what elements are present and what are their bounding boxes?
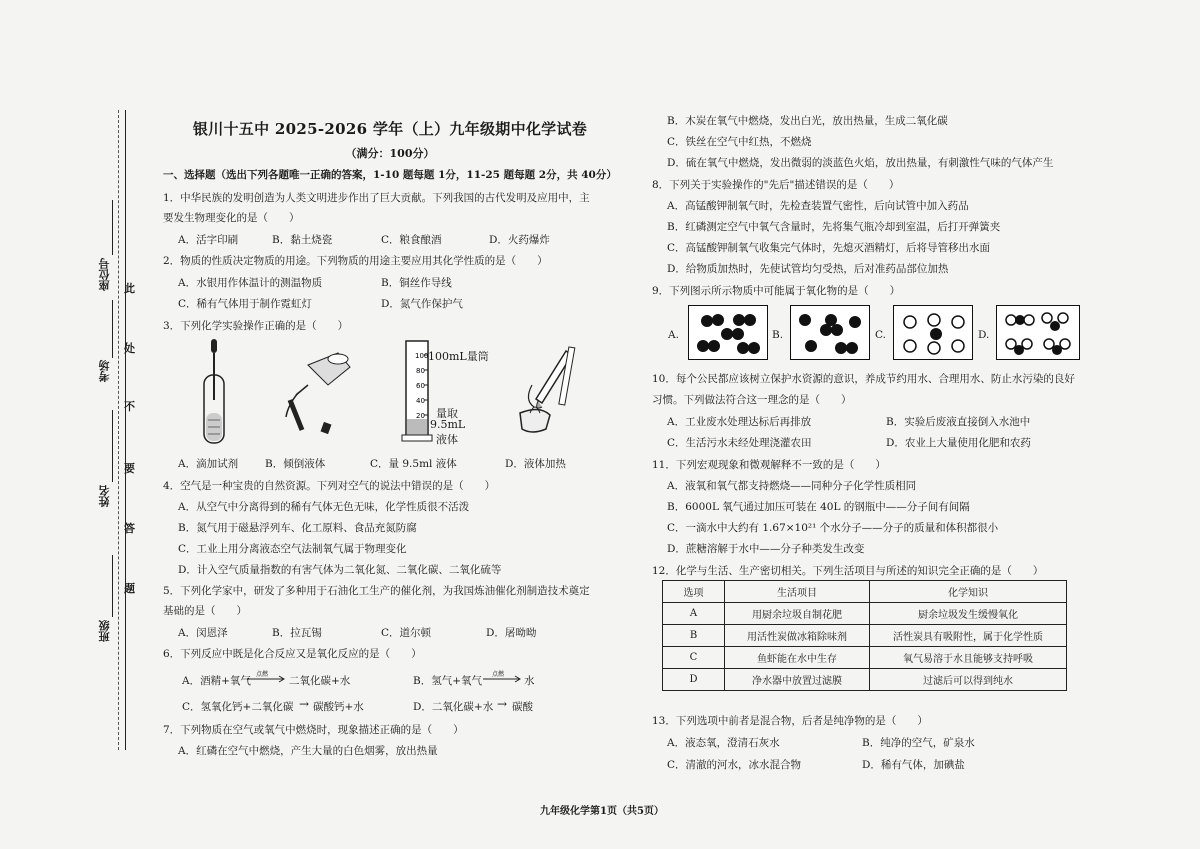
- q5-option-a: A．闵恩泽: [178, 627, 228, 639]
- exam-room-line: [112, 300, 113, 358]
- q2-option-d: D．氮气作保护气: [381, 298, 463, 310]
- q9-box-b: [790, 305, 870, 360]
- q10-stem-cont: 习惯。下列做法符合这一理念的是（ ）: [652, 394, 852, 406]
- q4-option-a: A．从空气中分离得到的稀有气体无色无味，化学性质很不活泼: [178, 501, 470, 513]
- q13-stem: 13．下列选项中前者是混合物，后者是纯净物的是（ ）: [652, 715, 928, 727]
- seat-number-line: [112, 200, 113, 255]
- pouring-liquid-figure: [268, 345, 358, 440]
- q5-option-b: B．拉瓦锡: [272, 627, 322, 639]
- q6-option-d-product: 碳酸: [512, 701, 533, 713]
- table-header-row: [663, 581, 1067, 603]
- q10-option-a: A．工业废水处理达标后再排放: [667, 416, 812, 428]
- table-cell: 厨余垃圾发生缓慢氧化: [870, 603, 1067, 625]
- q1-option-b: B．黏土烧瓷: [272, 234, 333, 246]
- q11-option-a: A．液氧和氧气都支持燃烧——同种分子化学性质相同: [667, 480, 917, 492]
- q6-option-c-product: 碳酸钙+水: [313, 701, 364, 713]
- q5-stem-cont: 基础的是（ ）: [163, 605, 247, 617]
- q4-option-c: C．工业上用分离液态空气法制氧气属于物理变化: [178, 543, 407, 555]
- q9-label-b: B.: [772, 329, 784, 341]
- q9-label-d: D.: [978, 329, 990, 341]
- table-cell: A: [663, 603, 725, 625]
- page-footer: 九年级化学第1页（共5页）: [540, 806, 664, 817]
- table-header: 生活项目: [725, 581, 870, 603]
- q9-label-a: A.: [668, 329, 679, 341]
- q5-option-d: D．屠呦呦: [486, 627, 537, 639]
- q8-option-b: B．红磷测定空气中氧气含量时，先将集气瓶冷却到室温，后打开弹簧夹: [667, 221, 1001, 233]
- q2-option-b: B．铜丝作导线: [381, 277, 452, 289]
- q8-option-a: A．高锰酸钾制氧气时，先检查装置气密性，后向试管中加入药品: [667, 200, 969, 212]
- q4-option-b: B．氮气用于磁悬浮列车、化工原料、食品充氮防腐: [178, 522, 417, 534]
- q3-stem: 3．下列化学实验操作正确的是（ ）: [163, 320, 349, 332]
- q6-option-c: C．氢氧化钙+二氧化碳: [182, 701, 294, 713]
- q1-stem: 1．中华民族的发明创造为人类文明进步作出了巨大贡献。下列我国的古代发明及应用中，主: [163, 192, 590, 204]
- cylinder-tick: 40: [416, 397, 425, 405]
- cylinder-tick: 60: [416, 382, 425, 390]
- q10-option-d: D．农业上大量使用化肥和农药: [886, 437, 1031, 449]
- q9-box-d: [996, 305, 1080, 360]
- q3-option-a: A．滴加试剂: [178, 458, 239, 470]
- q13-option-c: C．清澈的河水，冰水混合物: [667, 759, 802, 771]
- binding-warning-char: 处: [124, 342, 135, 355]
- q7-option-b: B．木炭在氧气中燃烧，发出白光，放出热量，生成二氧化碳: [667, 115, 948, 127]
- q6-arrow-b: [481, 670, 523, 684]
- q6-option-b-product: 水: [524, 675, 535, 687]
- q7-stem: 7．下列物质在空气或氧气中燃烧时，现象描述正确的是（ ）: [163, 724, 464, 736]
- q11-option-c: C．一滴水中大约有 1.67×10²¹ 个水分子——分子的质量和体积都很小: [667, 522, 999, 534]
- q8-stem: 8．下列关于实验操作的"先后"描述错误的是（ ）: [652, 179, 900, 191]
- table-cell: 用活性炭做冰箱除味剂: [725, 625, 870, 647]
- measure-label-2: 9.5mL: [430, 418, 466, 431]
- q2-stem: 2．物质的性质决定物质的用途。下列物质的用途主要应用其化学性质的是（ ）: [163, 255, 548, 267]
- cylinder-tick: 20: [416, 412, 425, 420]
- heating-liquid-figure: [508, 345, 588, 440]
- q9-box-c: [893, 305, 973, 360]
- q6-option-b: B．氢气+氧气: [413, 675, 483, 687]
- binding-warning-char: 不: [124, 400, 135, 413]
- measure-label-3: 液体: [436, 433, 458, 446]
- q7-option-d: D．硫在氧气中燃烧，发出微弱的淡蓝色火焰，放出热量，有刺激性气味的气体产生: [667, 157, 1054, 169]
- q6-option-a: A．酒精+氧气: [182, 675, 251, 687]
- q6-option-d: D．二氧化碳+水: [413, 701, 494, 713]
- binding-warning-char: 此: [124, 282, 135, 295]
- table-cell: D: [663, 669, 725, 691]
- q5-stem: 5．下列化学家中，研发了多种用于石油化工生产的催化剂，为我国炼油催化剂制造技术奠定: [163, 585, 590, 597]
- cylinder-label: 100mL量筒: [428, 350, 489, 363]
- q11-option-b: B．6000L 氧气通过加压可装在 40L 的钢瓶中——分子间有间隔: [667, 501, 970, 513]
- class-label: 班级: [98, 620, 111, 642]
- q6-condition-a: 点燃: [256, 671, 269, 678]
- section-heading: 一、选择题（选出下列各题唯一正确的答案，1-10 题每题 1分，11-25 题每题 2分，共 40分）: [163, 169, 617, 181]
- q13-option-a: A．液态氧，澄清石灰水: [667, 737, 780, 749]
- q3-option-c: C．量 9.5ml 液体: [370, 458, 457, 470]
- binding-warning-char: 要: [124, 462, 135, 475]
- table-cell: 活性炭具有吸附性，属于化学性质: [870, 625, 1067, 647]
- cylinder-tick: 100: [415, 352, 429, 360]
- arrow-icon: →: [299, 697, 310, 711]
- dropper-test-tube-figure: [190, 335, 240, 450]
- q12-table: [662, 580, 1067, 691]
- cylinder-tick: 80: [416, 367, 425, 375]
- q10-option-c: C．生活污水未经处理浇灌农田: [667, 437, 812, 449]
- q7-option-a: A．红磷在空气中燃烧，产生大量的白色烟雾，放出热量: [178, 745, 438, 757]
- q9-stem: 9．下列图示所示物质中可能属于氧化物的是（ ）: [652, 285, 901, 297]
- table-cell: 用厨余垃圾自制花肥: [725, 603, 870, 625]
- binding-warning-char: 题: [124, 582, 135, 595]
- class-line: [112, 555, 113, 617]
- q1-option-d: D．火药爆炸: [489, 234, 550, 246]
- measure-label-1: 量取: [436, 407, 458, 420]
- q1-option-c: C．粮食酿酒: [381, 234, 442, 246]
- table-cell: B: [663, 625, 725, 647]
- exam-title: 银川十五中 2025-2026 学年（上）九年级期中化学试卷: [192, 120, 588, 138]
- name-label: 姓名: [98, 485, 111, 507]
- arrow-icon: →: [497, 697, 508, 711]
- q3-option-b: B．倾倒液体: [265, 458, 326, 470]
- q4-stem: 4．空气是一种宝贵的自然资源。下列对空气的说法中错误的是（ ）: [163, 480, 496, 492]
- q11-option-d: D．蔗糖溶解于水中——分子种类发生改变: [667, 543, 865, 555]
- name-line: [112, 410, 113, 482]
- binding-warning-char: 答: [124, 522, 135, 535]
- q3-option-d: D．液体加热: [505, 458, 566, 470]
- q12-stem: 12．化学与生活、生产密切相关。下列生活项目与所述的知识完全正确的是（ ）: [652, 565, 1044, 577]
- q1-stem-cont: 要发生物理变化的是（ ）: [163, 212, 300, 224]
- binding-line: [125, 110, 126, 750]
- q6-stem: 6．下列反应中既是化合反应又是氧化反应的是（ ）: [163, 648, 422, 660]
- table-cell: 净水器中放置过滤膜: [725, 669, 870, 691]
- table-cell: 氧气易溶于水且能够支持呼吸: [870, 647, 1067, 669]
- table-row: [663, 603, 1067, 625]
- q4-option-d: D．计入空气质量指数的有害气体为二氧化氮、二氧化碳、二氧化硫等: [178, 564, 502, 576]
- table-header: 化学知识: [870, 581, 1067, 603]
- q1-option-a: A．活字印刷: [178, 234, 239, 246]
- table-header: 选项: [663, 581, 725, 603]
- exam-score: （满分：100分）: [345, 147, 435, 160]
- q9-box-a: [688, 305, 768, 360]
- table-cell: 过滤后可以得到纯水: [870, 669, 1067, 691]
- q2-option-c: C．稀有气体用于制作霓虹灯: [178, 298, 313, 310]
- q6-option-a-product: 二氧化碳+水: [289, 675, 351, 687]
- q8-option-c: C．高锰酸钾制氧气收集完气体时，先熄灭酒精灯，后将导管移出水面: [667, 242, 991, 254]
- table-cell: 鱼虾能在水中生存: [725, 647, 870, 669]
- q11-stem: 11．下列宏观现象和微观解释不一致的是（ ）: [652, 459, 886, 471]
- q2-option-a: A．水银用作体温计的测温物质: [178, 277, 323, 289]
- exam-room-label: 考场: [98, 360, 111, 382]
- q9-label-c: C.: [875, 329, 886, 341]
- q6-condition-b: 点燃: [492, 671, 505, 678]
- q6-arrow-a: [245, 670, 287, 684]
- q10-stem: 10．每个公民都应该树立保护水资源的意识，养成节约用水、合理用水、防止水污染的良好: [652, 373, 1075, 385]
- q13-option-d: D．稀有气体，加碘盐: [862, 759, 965, 771]
- q8-option-d: D．给物质加热时，先使试管均匀受热，后对准药品部位加热: [667, 263, 949, 275]
- table-cell: C: [663, 647, 725, 669]
- table-row: [663, 647, 1067, 669]
- table-row: [663, 669, 1067, 691]
- q5-option-c: C．道尔顿: [381, 627, 432, 639]
- binding-dash-line: [118, 110, 119, 750]
- left-column: [160, 100, 620, 161]
- q7-option-c: C．铁丝在空气中红热，不燃烧: [667, 136, 812, 148]
- seat-number-label: 座位号: [98, 258, 111, 291]
- table-row: [663, 625, 1067, 647]
- q10-option-b: B．实验后废液直接倒入水池中: [886, 416, 1031, 428]
- q13-option-b: B．纯净的空气，矿泉水: [862, 737, 975, 749]
